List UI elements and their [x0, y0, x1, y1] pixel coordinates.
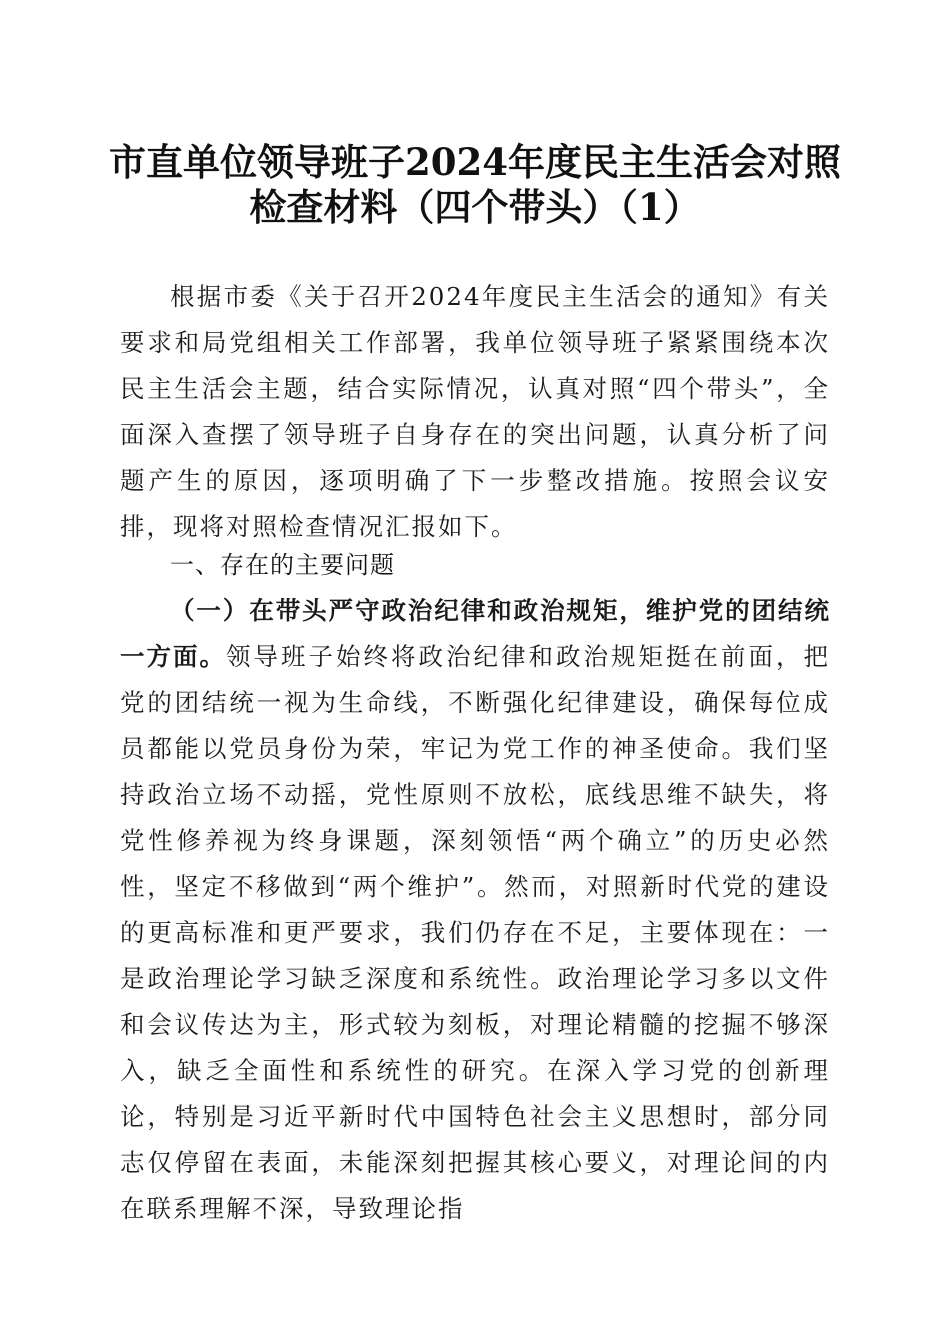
section-heading-main-problems: 一、存在的主要问题: [170, 551, 395, 579]
subsection-lead-1: （一）在带头严守政治纪律和政治规矩，维护党的团结统一方面。: [120, 596, 830, 671]
intro-paragraph: 根据市委《关于召开2024年度民主生活会的通知》有关要求和局党组相关工作部署，我单位领导班子紧紧围绕本次民主生活会主题，结合实际情况，认真对照“四个带头”，全面深入查摆了领导班子自身存在的突出问题，认真分析了问题产生的原因，逐项明确了下一步整改措施。按照会议安排，现将对照检查情况汇报如下。: [120, 282, 830, 541]
document-title-line-1: 市直单位领导班子2024年度民主生活会对照: [109, 140, 841, 184]
subsection-body-1: 领导班子始终将政治纪律和政治规矩挺在前面，把党的团结统一视为生命线，不断强化纪律建设，确保每位成员都能以党员身份为荣，牢记为党工作的神圣使命。我们坚持政治立场不动摇，党性原则不放松，底线思维不缺失，将党性修养视为终身课题，深刻领悟“两个确立”的历史必然性，坚定不移做到“两个维护”。然而，对照新时代党的建设的更高标准和更严要求，我们仍存在不足，主要体现在：一是政治理论学习缺乏深度和系统性。政治理论学习多以文件和会议传达为主，形式较为刻板，对理论精髓的挖掘不够深入，缺乏全面性和系统性的研究。在深入学习党的创新理论，特别是习近平新时代中国特色社会主义思想时，部分同志仅停留在表面，未能深刻把握其核心要义，对理论间的内在联系理解不深，导致理论指: [120, 642, 830, 1223]
subsection-paragraph-1: [120, 588, 830, 1232]
document-title-line-2: 检查材料（四个带头）（1）: [249, 185, 701, 229]
